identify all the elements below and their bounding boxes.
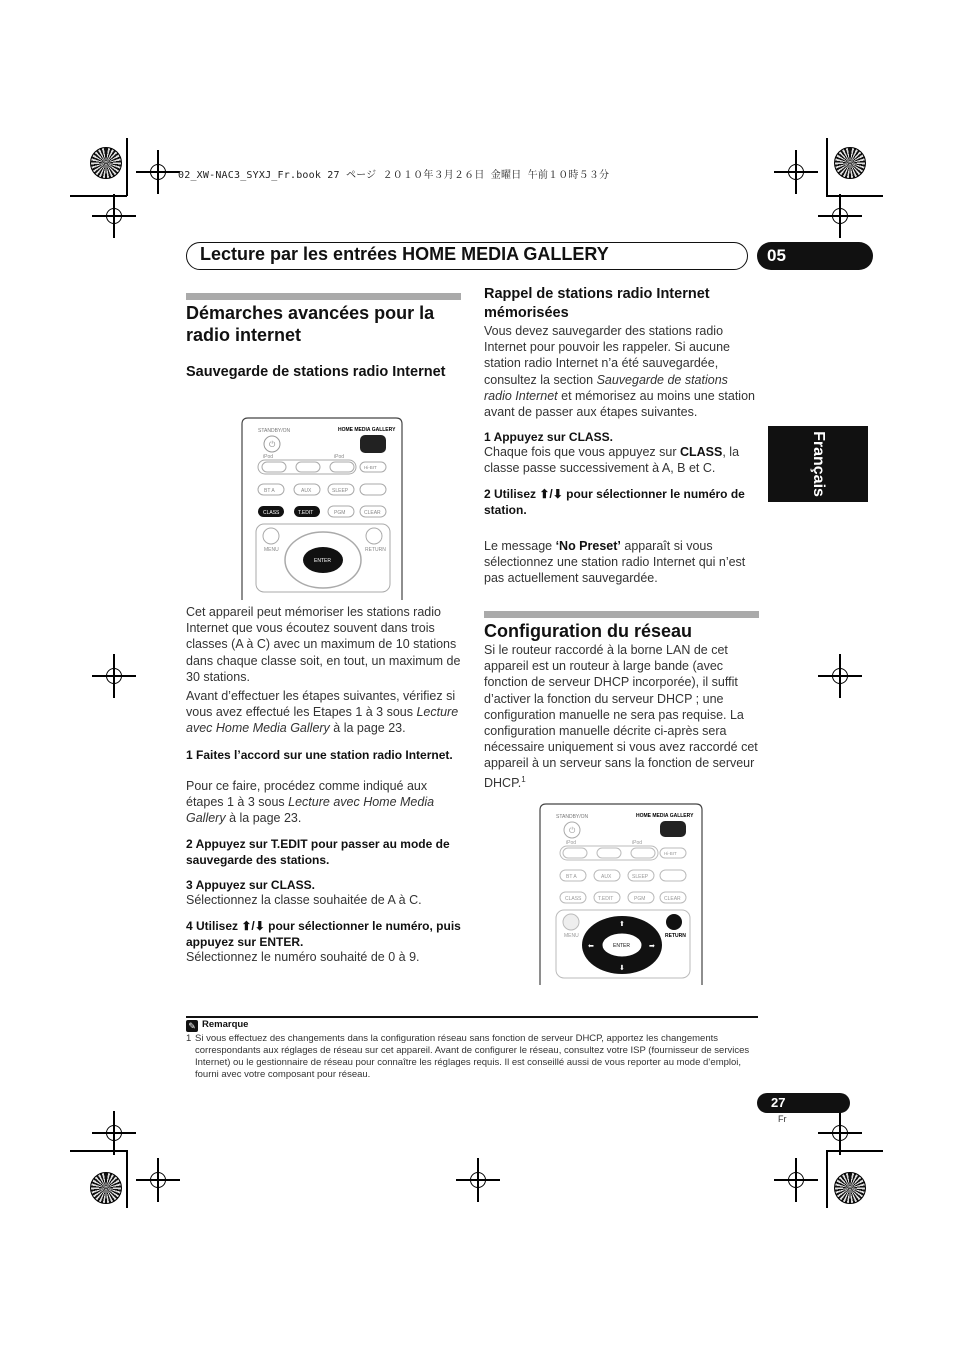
remote-class-label: CLASS	[263, 510, 280, 516]
remote2-ipod-label-2: iPod	[632, 840, 643, 846]
svg-text:➡: ➡	[649, 943, 655, 950]
remote-ipod-label-2: iPod	[334, 454, 345, 460]
remote-menu-label: MENU	[264, 547, 279, 553]
recall-step-1-title: 1 Appuyez sur CLASS.	[484, 430, 613, 444]
svg-text:⬆: ⬆	[619, 921, 625, 928]
language-tab-label: Français	[810, 431, 827, 497]
chapter-number: 05	[757, 242, 873, 270]
svg-text:⏻: ⏻	[569, 826, 576, 835]
footnote-number: 1	[186, 1033, 192, 1044]
remote-aux-label: AUX	[301, 488, 312, 494]
print-line: 02_XW-NAC3_SYXJ_Fr.book 27 ページ ２０１０年３月２６日 金曜日 午前１０時５３分	[178, 170, 610, 181]
save-step-1-body: Pour ce faire, procédez comme indiqué aux étapes 1 à 3 sous Lecture avec Home Media Gallery à la page 23.	[186, 779, 435, 826]
network-body: Si le routeur raccordé à la borne LAN de cet appareil est un routeur à large bande (avec fonction de serveur DHCP incorporée), il suffit d’activer la fonction du serveur DHCP ; une configuration manuelle ne sera pas requise. La configuration manuelle décrite ci-après sera nécessaire uniquement si vous avez raccordé cet appareil à un serveur sans la fonction de serveur DHCP.$^1$	[484, 643, 758, 790]
remote2-bta-label: BT A	[566, 874, 577, 880]
remote2-ipod-label: iPod	[566, 840, 577, 846]
remote-bta-label: BT A	[264, 488, 275, 494]
registration-crosshair	[828, 204, 852, 228]
recall-title: Rappel de stations radio Internet mémorisées	[484, 286, 710, 321]
registration-crosshair	[102, 1121, 126, 1145]
registration-sun-mark	[90, 1172, 122, 1204]
registration-sun-mark	[834, 147, 866, 179]
up-down-arrow-icon: ⬆/⬇	[241, 919, 265, 933]
save-step-3-title: 3 Appuyez sur CLASS.	[186, 878, 315, 892]
no-preset-message: Le message ‘No Preset’ apparaît si vous sélectionnez une station radio Internet qui n’est pas actuellement sauvegardée.	[484, 539, 746, 586]
network-section-title: Configuration du réseau	[484, 621, 693, 641]
remote2-hmg-label: HOME MEDIA GALLERY	[636, 813, 694, 819]
svg-text:⏻: ⏻	[269, 440, 276, 449]
remote2-pgm-label: PGM	[634, 896, 646, 902]
note-icon: ✎	[186, 1020, 198, 1032]
registration-crosshair	[828, 664, 852, 688]
language-tab	[768, 426, 868, 502]
remote2-clear-label: CLEAR	[664, 896, 681, 902]
footnote-text: Si vous effectuez des changements dans la configuration réseau sans fonction de serveur DHCP, apportez les changements correspondants aux réglages de réseau sur cet appareil. Avant de configurer le réseau, consultez votre ISP (fournisseur de services Internet) ou le gestionnaire de réseau pour connaître les réglages requis. Il est conseillé aussi de vous reporter au mode d’emploi, fourni avec votre composant pour réseau.	[195, 1033, 750, 1080]
registration-sun-mark	[90, 147, 122, 179]
section-rule-network	[484, 611, 759, 618]
remote2-class-label: CLASS	[565, 896, 582, 902]
remote2-tedit-label: T.EDIT	[598, 896, 614, 902]
save-step-3-body: Sélectionnez la classe souhaitée de A à C.	[186, 893, 422, 907]
remote-pgm-label: PGM	[334, 510, 346, 516]
remote-return-label: RETURN	[365, 547, 386, 553]
registration-crosshair	[146, 160, 170, 184]
save-step-4-body: Sélectionnez le numéro souhaité de 0 à 9.	[186, 950, 420, 964]
remote-enter-label: ENTER	[314, 558, 331, 564]
page-lang-code: Fr	[778, 1114, 787, 1124]
remote-control-illustration-2	[536, 800, 708, 985]
remote-standby-label: STANDBY/ON	[258, 428, 291, 434]
section-title: Démarches avancées pour la radio internet	[186, 303, 435, 345]
remote2-enter-label: ENTER	[613, 943, 630, 949]
save-step-2-title: 2 Appuyez sur T.EDIT pour passer au mode de sauvegarde des stations.	[186, 837, 450, 867]
remote-hmg-label: HOME MEDIA GALLERY	[338, 427, 396, 433]
page-number: 27	[771, 1095, 786, 1110]
remote2-return-label: RETURN	[665, 933, 686, 939]
section-rule	[186, 293, 461, 300]
header-title: Lecture par les entrées HOME MEDIA GALLERY	[200, 244, 609, 264]
registration-crosshair	[102, 204, 126, 228]
remote-hibit-label: Hi-BIT	[364, 465, 377, 470]
svg-text:⬇: ⬇	[619, 965, 625, 972]
registration-crosshair	[146, 1168, 170, 1192]
remote2-sleep-label: SLEEP	[632, 874, 649, 880]
registration-crosshair	[466, 1168, 490, 1192]
svg-text:⬅: ⬅	[588, 943, 594, 950]
footnote-rule	[186, 1016, 758, 1018]
registration-crosshair	[784, 160, 808, 184]
footnote-label: Remarque	[202, 1019, 249, 1030]
recall-step-2-title: 2 Utilisez ⬆/⬇ pour sélectionner le numéro de station.	[484, 487, 745, 517]
up-down-arrow-icon: ⬆/⬇	[539, 487, 563, 501]
intro-paragraph-1: Cet appareil peut mémoriser les stations radio Internet que vous écoutez souvent dans trois classes (A à C) avec un maximum de 10 stations dans chaque classe soit, en tout, un maximum de 30 stations.	[186, 605, 461, 684]
recall-step-1-body: Chaque fois que vous appuyez sur CLASS, la classe passe successivement à A, B et C.	[484, 445, 740, 476]
registration-crosshair	[102, 664, 126, 688]
remote-tedit-label: T.EDIT	[298, 510, 314, 516]
remote2-aux-label: AUX	[601, 874, 612, 880]
recall-body: Vous devez sauvegarder des stations radio Internet pour pouvoir les rappeler. Si aucune station radio Internet n’a été sauvegardée, consultez la section Sauvegarde de stations radio Internet et mémorisez au moins une station avant de passer aux étapes suivantes.	[484, 324, 755, 420]
remote2-menu-label: MENU	[564, 933, 579, 939]
hmg-button	[360, 435, 386, 453]
intro-paragraph-2: Avant d’effectuer les étapes suivantes, vérifiez si vous avez effectué les Etapes 1 à 3 sous Lecture avec Home Media Gallery à la page 23.	[186, 689, 459, 736]
remote-ipod-label: iPod	[263, 454, 274, 460]
remote2-hibit-label: Hi-BIT	[664, 851, 677, 856]
registration-sun-mark	[834, 1172, 866, 1204]
save-step-4-title: 4 Utilisez ⬆/⬇ pour sélectionner le numéro, puis appuyez sur ENTER.	[186, 919, 461, 949]
remote-clear-label: CLEAR	[364, 510, 381, 516]
remote-sleep-label: SLEEP	[332, 488, 349, 494]
remote-control-illustration	[238, 414, 406, 600]
registration-crosshair	[784, 1168, 808, 1192]
subsection-title: Sauvegarde de stations radio Internet	[186, 364, 446, 380]
save-step-1-title: 1 Faites l’accord sur une station radio Internet.	[186, 748, 453, 762]
remote2-standby-label: STANDBY/ON	[556, 814, 589, 820]
registration-crosshair	[828, 1121, 852, 1145]
